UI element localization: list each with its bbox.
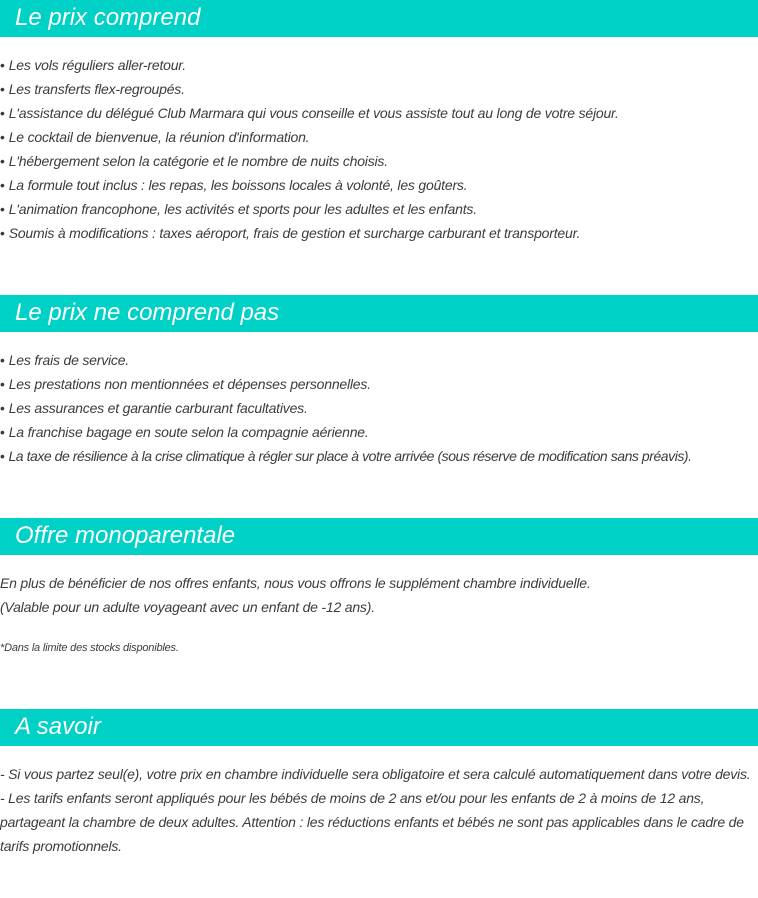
price-includes-list-container — [0, 53, 756, 245]
bullet-icon: • — [0, 376, 5, 392]
section-price-includes — [0, 0, 758, 37]
bullet-icon: • — [0, 448, 5, 464]
list-item-text: L'animation francophone, les activités et sports pour les adultes et les enfants. — [8, 201, 477, 217]
section-price-excludes — [0, 295, 758, 332]
list-item — [0, 101, 756, 125]
list-item-text: Le cocktail de bienvenue, la réunion d'information. — [8, 129, 310, 145]
section-header-price-includes — [0, 0, 758, 37]
list-item-text: Les vols réguliers aller-retour. — [8, 57, 186, 73]
bullet-icon: • — [0, 201, 5, 217]
price-excludes-list — [0, 348, 756, 468]
single-parent-text-line-1: En plus de bénéficier de nos offres enfants, nous vous offrons le supplément chambre individuelle. — [0, 575, 591, 591]
list-item-text: Soumis à modifications : taxes aéroport, frais de gestion et surcharge carburant et transporteur. — [8, 225, 581, 241]
list-item — [0, 221, 756, 245]
list-item — [0, 77, 756, 101]
list-item — [0, 149, 756, 173]
bullet-icon: • — [0, 400, 5, 416]
section-single-parent-offer — [0, 518, 758, 555]
list-item — [0, 53, 756, 77]
bullet-icon: • — [0, 352, 5, 368]
good-to-know-paragraph-1: - Si vous partez seul(e), votre prix en chambre individuelle sera obligatoire et sera calculé automatiquement dans votre devis. — [0, 766, 751, 782]
single-parent-text-line-2: (Valable pour un adulte voyageant avec un enfant de -12 ans). — [0, 599, 375, 615]
list-item-text: La franchise bagage en soute selon la compagnie aérienne. — [8, 424, 369, 440]
bullet-icon: • — [0, 424, 5, 440]
list-item — [0, 396, 756, 420]
section-header-good-to-know — [0, 709, 758, 746]
list-item-text: Les prestations non mentionnées et dépenses personnelles. — [8, 376, 371, 392]
list-item — [0, 444, 756, 468]
single-parent-note-container — [0, 640, 756, 656]
section-header-price-excludes — [0, 295, 758, 332]
single-parent-body — [0, 571, 756, 619]
list-item-text: La formule tout inclus : les repas, les boissons locales à volonté, les goûters. — [8, 177, 468, 193]
bullet-icon: • — [0, 81, 5, 97]
bullet-icon: • — [0, 225, 5, 241]
bullet-icon: • — [0, 177, 5, 193]
list-item — [0, 372, 756, 396]
price-excludes-list-container — [0, 348, 756, 468]
section-title-good-to-know: A savoir — [15, 713, 101, 740]
list-item-text: Les assurances et garantie carburant facultatives. — [8, 400, 308, 416]
bullet-icon: • — [0, 105, 5, 121]
list-item-text: Les frais de service. — [8, 352, 129, 368]
list-item — [0, 125, 756, 149]
list-item — [0, 348, 756, 372]
list-item — [0, 173, 756, 197]
good-to-know-body — [0, 762, 752, 858]
bullet-icon: • — [0, 129, 5, 145]
section-title-single-parent-offer: Offre monoparentale — [15, 522, 236, 549]
section-good-to-know — [0, 709, 758, 746]
section-title-price-includes: Le prix comprend — [15, 4, 201, 31]
section-title-price-excludes: Le prix ne comprend pas — [15, 299, 280, 326]
list-item-text: L'hébergement selon la catégorie et le nombre de nuits choisis. — [8, 153, 388, 169]
list-item — [0, 197, 756, 221]
list-item — [0, 420, 756, 444]
good-to-know-paragraph-2: - Les tarifs enfants seront appliqués pour les bébés de moins de 2 ans et/ou pour les enfants de 2 à moins de 12 ans, partageant la chambre de deux adultes. Attention : les réductions enfants et bébés ne sont pas applicables dans le cadre de tarifs promotionnels. — [0, 790, 744, 854]
price-includes-list — [0, 53, 756, 245]
list-item-text: La taxe de résilience à la crise climatique à régler sur place à votre arrivée (sous réserve de modification sans préavis). — [8, 448, 692, 464]
bullet-icon: • — [0, 57, 5, 73]
list-item-text: L'assistance du délégué Club Marmara qui vous conseille et vous assiste tout au long de votre séjour. — [8, 105, 619, 121]
bullet-icon: • — [0, 153, 5, 169]
list-item-text: Les transferts flex-regroupés. — [8, 81, 185, 97]
single-parent-footnote: *Dans la limite des stocks disponibles. — [0, 642, 179, 654]
section-header-single-parent-offer — [0, 518, 758, 555]
